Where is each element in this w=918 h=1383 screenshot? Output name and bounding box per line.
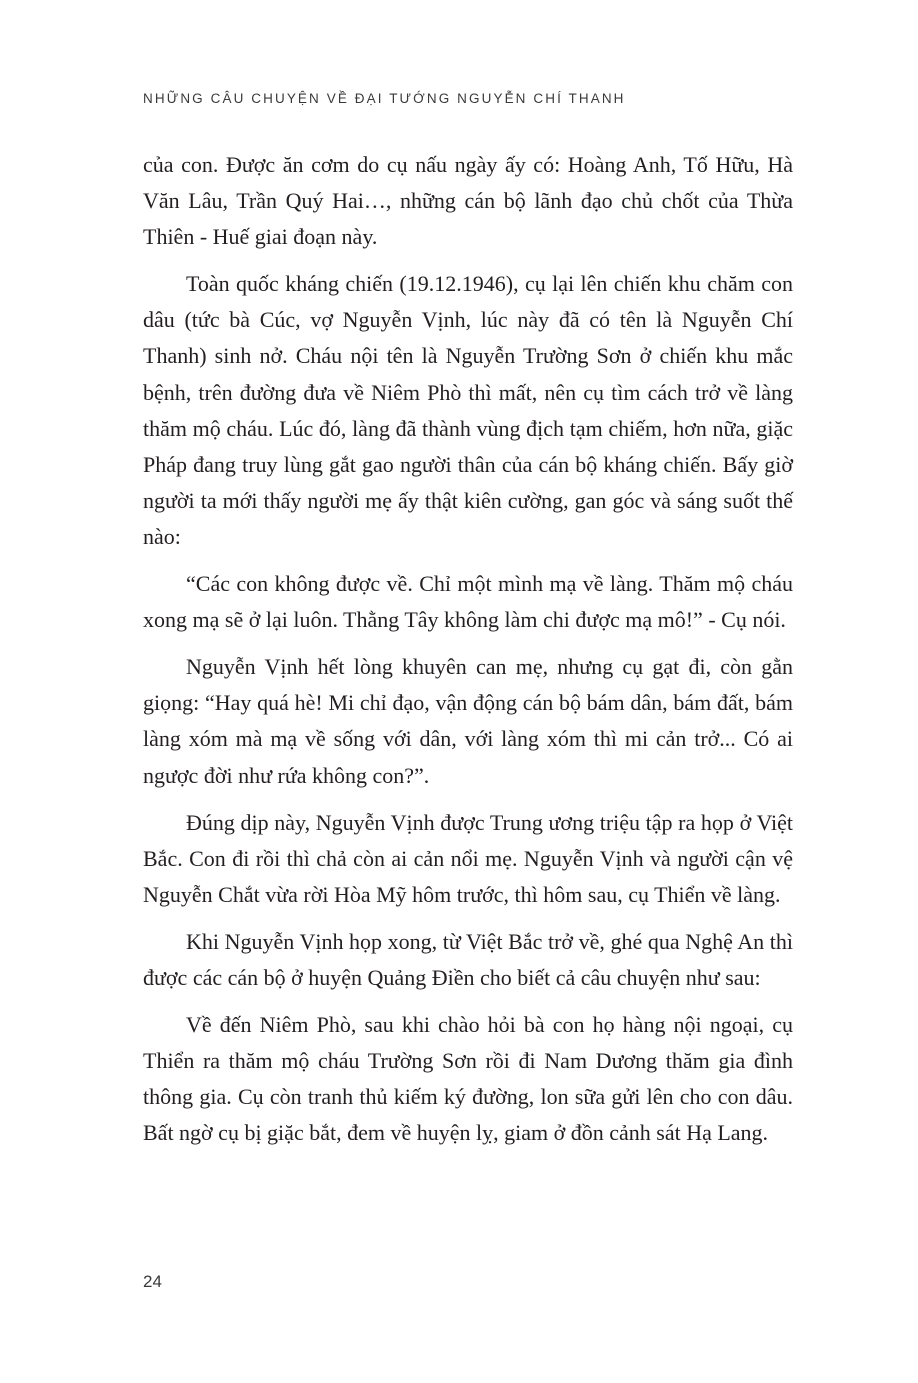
page-number: 24 bbox=[143, 1272, 162, 1291]
paragraph-5: Đúng dịp này, Nguyễn Vịnh được Trung ương triệu tập ra họp ở Việt Bắc. Con đi rồi thì chả còn ai cản nổi mẹ. Nguyễn Vịnh và người cận vệ Nguyễn Chắt vừa rời Hòa Mỹ hôm trước, thì hôm sau, cụ Thiển về làng. bbox=[143, 809, 793, 907]
paragraph-1: của con. Được ăn cơm do cụ nấu ngày ấy có: Hoàng Anh, Tố Hữu, Hà Văn Lâu, Trần Quý Hai…, những cán bộ lãnh đạo chủ chốt của Thừa Thiên - Huế giai đoạn này. bbox=[143, 152, 793, 250]
paragraph-4: Nguyễn Vịnh hết lòng khuyên can mẹ, nhưng cụ gạt đi, còn gằn giọng: “Hay quá hè! Mi chỉ đạo, vận động cán bộ bám dân, bám đất, bám làng xóm mà mạ về sống với dân, với làng xóm thì mi cản trở... Có ai ngược đời như rứa không con?”. bbox=[143, 654, 793, 788]
paragraph-2: Toàn quốc kháng chiến (19.12.1946), cụ lại lên chiến khu chăm con dâu (tức bà Cúc, vợ Nguyễn Vịnh, lúc này đã có tên là Nguyễn Chí Thanh) sinh nở. Cháu nội tên là Nguyễn Trường Sơn ở chiến khu mắc bệnh, trên đường đưa về Niêm Phò thì mất, nên cụ tìm cách trở về làng thăm mộ cháu. Lúc đó, làng đã thành vùng địch tạm chiếm, hơn nữa, giặc Pháp đang truy lùng gắt gao người thân của cán bộ kháng chiến. Bấy giờ người ta mới thấy người mẹ ấy thật kiên cường, gan góc và sáng suốt thế nào: bbox=[143, 271, 793, 549]
paragraph-7: Về đến Niêm Phò, sau khi chào hỏi bà con họ hàng nội ngoại, cụ Thiển ra thăm mộ cháu Trường Sơn rồi đi Nam Dương thăm gia đình thông gia. Cụ còn tranh thủ kiếm ký đường, lon sữa gửi lên cho con dâu. Bất ngờ cụ bị giặc bắt, đem về huyện lỵ, giam ở đồn cảnh sát Hạ Lang. bbox=[143, 1012, 793, 1146]
body-text bbox=[143, 147, 793, 1162]
running-header: NHỮNG CÂU CHUYỆN VỀ ĐẠI TƯỚNG NGUYỄN CHÍ THANH bbox=[143, 91, 626, 106]
paragraph-6: Khi Nguyễn Vịnh họp xong, từ Việt Bắc trở về, ghé qua Nghệ An thì được các cán bộ ở huyện Quảng Điền cho biết cả câu chuyện như sau: bbox=[143, 928, 793, 990]
paragraph-3-quote: “Các con không được về. Chỉ một mình mạ về làng. Thăm mộ cháu xong mạ sẽ ở lại luôn. Thằng Tây không làm chi được mạ mô!” - Cụ nói. bbox=[143, 571, 793, 633]
